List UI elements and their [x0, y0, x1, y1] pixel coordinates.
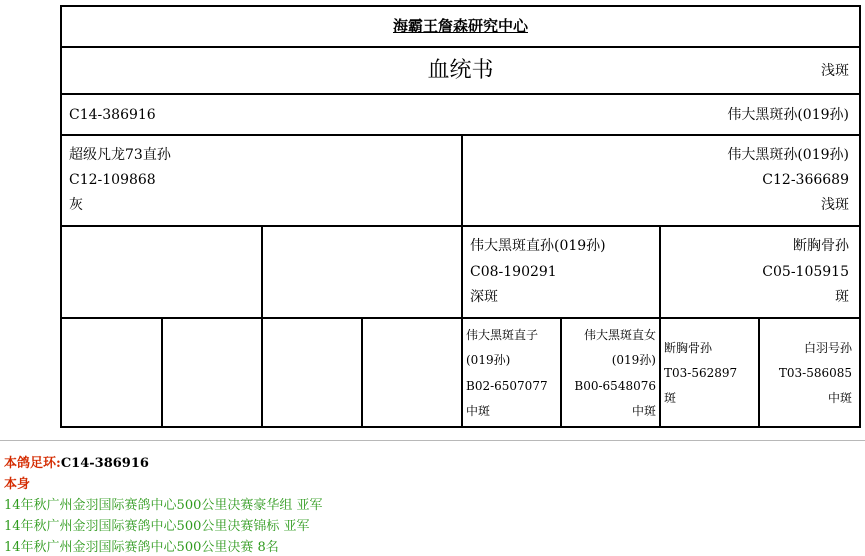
record-item: 14年秋广州金羽国际赛鸽中心500公里决赛 8名 — [4, 540, 279, 555]
gen1-left-color: 灰 — [69, 197, 83, 213]
gen3-d-color: 中斑 — [827, 391, 852, 405]
gen2-b-name: 断胸骨孙 — [793, 238, 849, 254]
record-item: 14年秋广州金羽国际赛鸽中心500公里决赛豪华组 亚军 — [4, 498, 323, 513]
gen1-right-ring: C12-366689 — [762, 172, 849, 188]
self-ring: C14-386916 — [69, 107, 156, 123]
row-divider — [62, 93, 859, 95]
self-label: 本身 — [4, 477, 31, 492]
gen3-a-name-suffix: (019孙) — [466, 353, 511, 367]
pedigree-table — [60, 5, 861, 428]
gen3-b-ring: B00-6548076 — [574, 379, 656, 393]
gen2-b-ring: C05-105915 — [762, 264, 849, 280]
gen3-b-name: 伟大黑斑直女 — [583, 328, 656, 342]
self-color: 浅斑 — [821, 63, 849, 79]
gen1-right-color: 浅斑 — [821, 197, 849, 213]
gen2-a-name: 伟大黑斑直孙(019孙) — [470, 238, 606, 254]
gen3-b-name-suffix: (019孙) — [611, 353, 656, 367]
gen3-a-color: 中斑 — [466, 404, 491, 418]
section-divider — [0, 440, 865, 441]
gen3-c-name: 断胸骨孙 — [664, 341, 713, 355]
gen1-right-name: 伟大黑斑孙(019孙) — [727, 147, 849, 163]
self-sire-name: 伟大黑斑孙(019孙) — [727, 107, 849, 123]
col-divider — [659, 225, 661, 426]
record-item: 14年秋广州金羽国际赛鸽中心500公里决赛锦标 亚军 — [4, 519, 310, 534]
document-title: 血统书 — [427, 58, 494, 83]
ring-value: C14-386916 — [60, 456, 149, 471]
gen3-b-color: 中斑 — [631, 404, 656, 418]
col-divider — [261, 225, 263, 426]
gen3-a-ring: B02-6507077 — [466, 379, 548, 393]
gen3-d-ring: T03-586085 — [778, 366, 852, 380]
gen3-c-ring: T03-562897 — [664, 366, 738, 380]
ring-line — [4, 456, 149, 472]
ring-label: 本鸽足环: — [4, 456, 61, 471]
gen2-b-color: 斑 — [835, 289, 849, 305]
gen3-d-name: 白羽号孙 — [803, 341, 852, 355]
gen1-left-name: 超级凡龙73直孙 — [69, 147, 171, 163]
gen3-c-color: 斑 — [664, 391, 677, 405]
col-divider — [361, 317, 363, 426]
row-divider — [62, 46, 859, 48]
col-divider — [461, 134, 463, 426]
center-name: 海霸王詹森研究中心 — [392, 17, 528, 35]
gen2-a-color: 深斑 — [470, 289, 498, 305]
col-divider — [560, 317, 562, 426]
gen1-left-ring: C12-109868 — [69, 172, 156, 188]
col-divider — [758, 317, 760, 426]
col-divider — [161, 317, 163, 426]
gen2-a-ring: C08-190291 — [470, 264, 557, 280]
gen3-a-name: 伟大黑斑直子 — [466, 328, 539, 342]
